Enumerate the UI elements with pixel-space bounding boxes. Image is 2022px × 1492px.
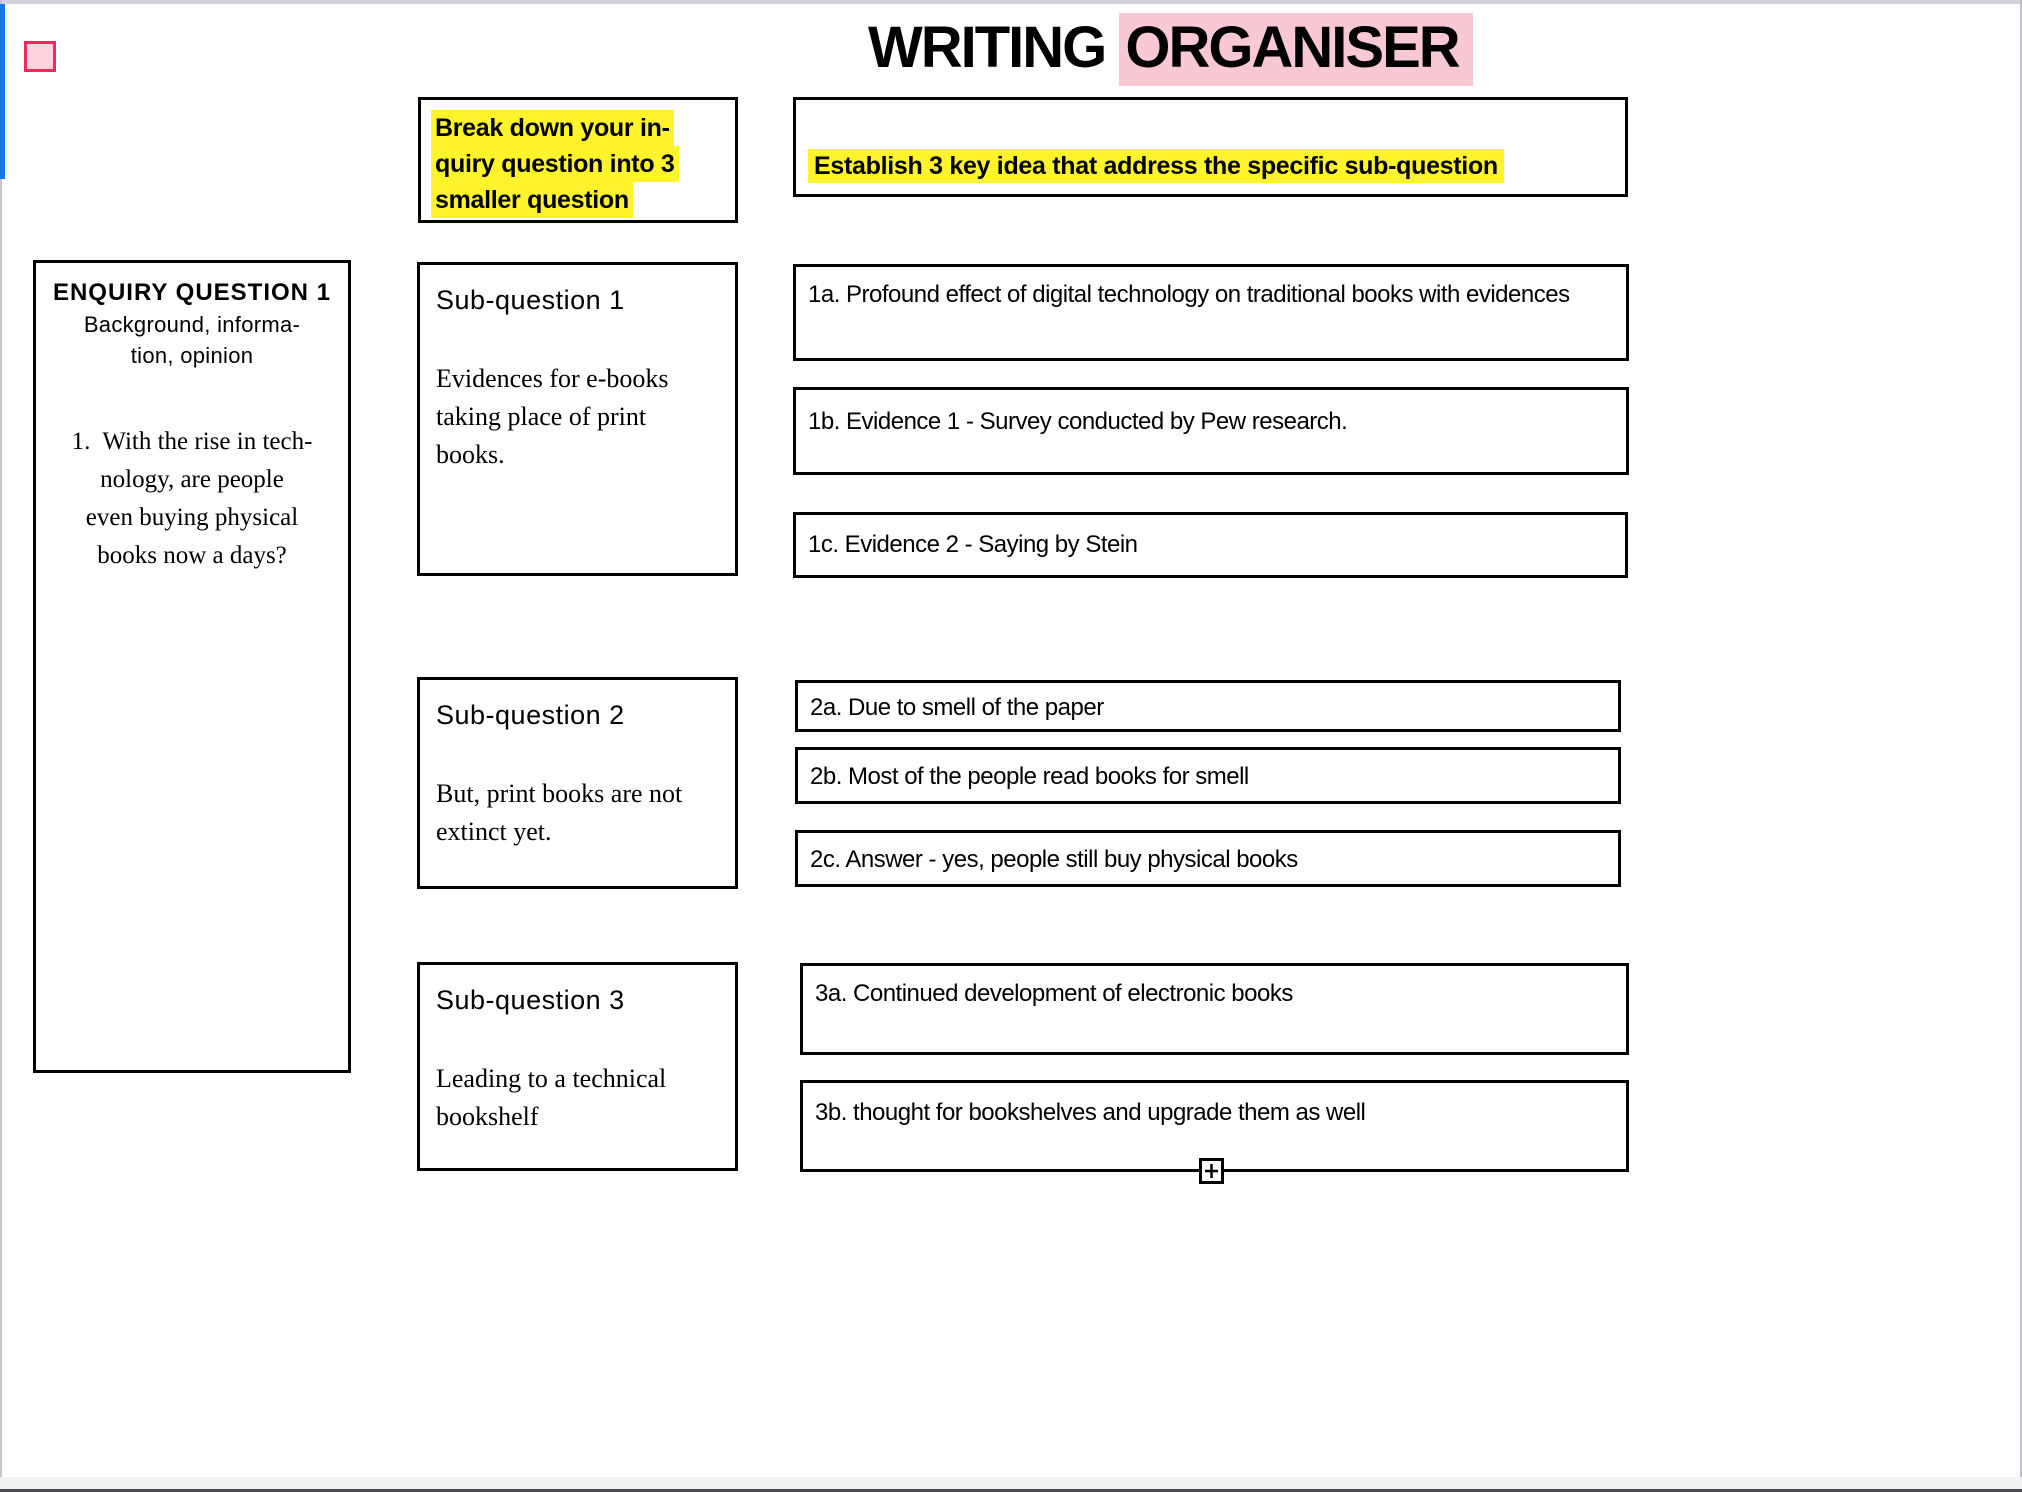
key-idea-3b-text: 3b. thought for bookshelves and upgrade them as well <box>815 1099 1366 1126</box>
enquiry-question-line: books now a days? <box>97 542 287 569</box>
plus-handle-icon[interactable] <box>1199 1158 1224 1184</box>
sub-question-1-heading: Sub-question 1 <box>436 285 625 315</box>
bottom-scrollbar-track[interactable] <box>0 1477 2022 1489</box>
sub-question-1-body-line: books. <box>436 440 505 469</box>
key-idea-1c-text: 1c. Evidence 2 - Saying by Stein <box>808 531 1138 558</box>
enquiry-subheading-line: tion, opinion <box>130 343 254 368</box>
sub-question-3-body <box>436 1060 723 1136</box>
top-edge-divider <box>0 0 2022 4</box>
sub-question-3-body-line: bookshelf <box>436 1102 539 1131</box>
page-title <box>868 14 1473 81</box>
sub-question-3-body-line: Leading to a technical <box>436 1064 667 1093</box>
instruction-establish-text: Establish 3 key idea that address the specific sub-question <box>808 149 1504 183</box>
sub-question-2-box[interactable] <box>417 677 738 889</box>
key-idea-2b-text: 2b. Most of the people read books for smell <box>810 763 1249 790</box>
sub-question-3-heading: Sub-question 3 <box>436 985 625 1015</box>
page-title-normal: WRITING <box>868 15 1120 80</box>
instruction-box-establish[interactable] <box>793 97 1628 197</box>
key-idea-3a-text: 3a. Continued development of electronic books <box>815 980 1293 1007</box>
key-idea-1b-text: 1b. Evidence 1 - Survey conducted by Pew research. <box>808 408 1348 435</box>
key-idea-2a-text: 2a. Due to smell of the paper <box>810 694 1104 721</box>
sub-question-3-box[interactable] <box>417 962 738 1171</box>
page-title-highlighted: ORGANISER <box>1119 13 1472 86</box>
sub-question-2-body-line: But, print books are not <box>436 779 683 808</box>
key-idea-2b-box[interactable] <box>795 747 1621 804</box>
enquiry-question-box[interactable] <box>33 260 351 1073</box>
instruction-breakdown-line: Break down your in- <box>431 110 674 146</box>
sub-question-1-box[interactable] <box>417 262 738 576</box>
key-idea-2c-text: 2c. Answer - yes, people still buy physical books <box>810 846 1298 873</box>
key-idea-1a-text: 1a. Profound effect of digital technology on traditional books with evidences <box>808 281 1570 308</box>
enquiry-heading: ENQUIRY QUESTION 1 <box>52 279 332 306</box>
instruction-breakdown-line: smaller question <box>431 182 633 218</box>
enquiry-question-line: nology, are people <box>100 466 284 493</box>
left-blue-scroll-indicator[interactable] <box>0 4 5 179</box>
enquiry-question-line: 1. With the rise in tech- <box>71 428 313 455</box>
sub-question-2-body-line: extinct yet. <box>436 817 552 846</box>
sub-question-1-body <box>436 360 723 474</box>
sub-question-1-body-line: Evidences for e-books <box>436 364 669 393</box>
sub-question-1-body-line: taking place of print <box>436 402 647 431</box>
sub-question-2-body <box>436 775 723 851</box>
left-edge-divider <box>0 0 2 1492</box>
enquiry-question-line: even buying physical <box>85 504 299 531</box>
key-idea-2c-box[interactable] <box>795 830 1621 887</box>
key-idea-1b-box[interactable] <box>793 387 1629 475</box>
instruction-breakdown-line: quiry question into 3 <box>431 146 679 182</box>
key-idea-2a-box[interactable] <box>795 680 1621 732</box>
key-idea-1a-box[interactable] <box>793 264 1629 361</box>
enquiry-question-text <box>36 423 348 575</box>
key-idea-3a-box[interactable] <box>800 963 1629 1055</box>
pink-square-annotation[interactable] <box>24 41 56 72</box>
instruction-box-breakdown[interactable] <box>418 97 738 223</box>
key-idea-1c-box[interactable] <box>793 512 1628 578</box>
enquiry-subheading-line: Background, informa- <box>83 312 301 337</box>
sub-question-2-heading: Sub-question 2 <box>436 700 625 730</box>
